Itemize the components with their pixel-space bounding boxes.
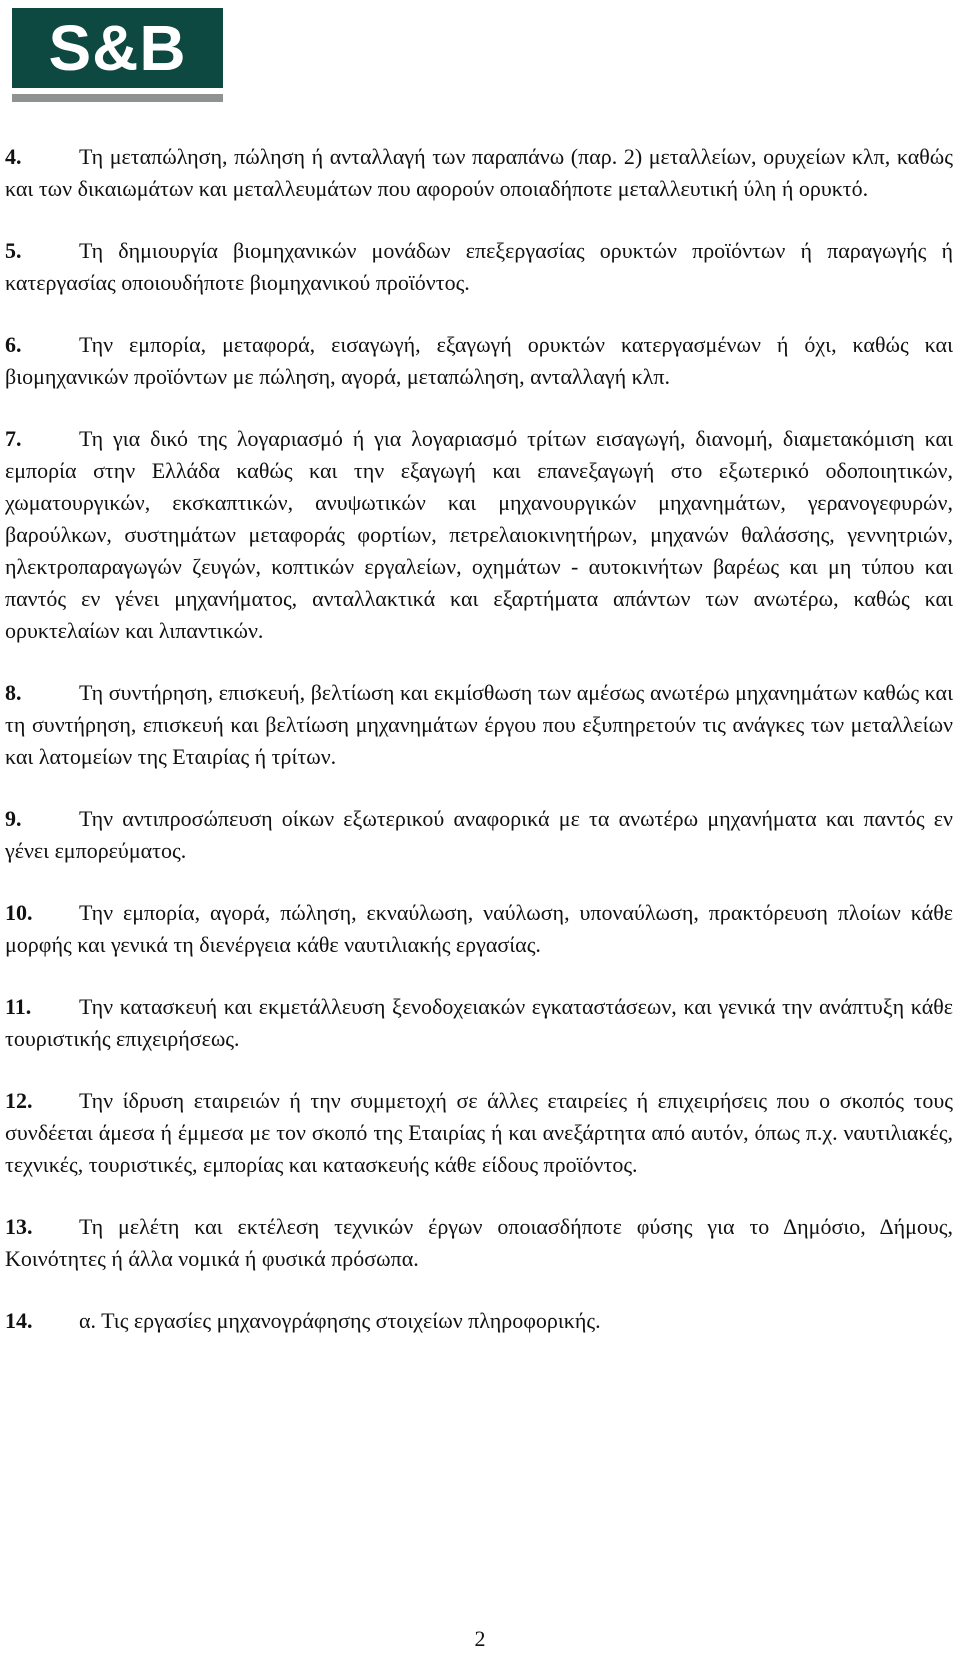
page-number: 2 — [474, 1626, 486, 1651]
document-body — [5, 141, 953, 1367]
logo-text: S&B — [48, 12, 187, 84]
item-number: 7. — [5, 426, 22, 451]
item-text: Τη για δικό της λογαριασμό ή για λογαριασμό τρίτων εισαγωγή, διανομή, διαμετακόμιση και εμπορία στην Ελλάδα καθώς και την εξαγωγή και επανεξαγωγή στο εξωτερικό οδοποιητικών, χωματουργικών, εκσκαπτικών, ανυψωτικών και μηχανουργικών μηχανημάτων, γερανογεφυρών, βαρούλκων, συστημάτων μεταφοράς φορτίων, πετρελαιοκινητήρων, μηχανών θαλάσσης, γεννητριών, ηλεκτροπαραγωγών ζευγών, κοπτικών εργαλείων, οχημάτων - αυτοκινήτων βαρέως και μη τύπου και παντός εν γένει μηχανήματος, ανταλλακτικά και εξαρτήματα απάντων των ανωτέρω, καθώς και ορυκτελαίων και λιπαντικών. — [5, 426, 953, 643]
item-text: Τη μεταπώληση, πώληση ή ανταλλαγή των παραπάνω (παρ. 2) μεταλλείων, ορυχείων κλπ, καθώς και των δικαιωμάτων και μεταλλευμάτων που αφορούν οποιαδήποτε μεταλλευτική ύλη ή ορυκτό. — [5, 144, 953, 201]
list-item — [5, 1305, 953, 1337]
list-item — [5, 991, 953, 1055]
item-number: 13. — [5, 1214, 33, 1239]
item-text: α. Τις εργασίες μηχανογράφησης στοιχείων πληροφορικής. — [79, 1308, 601, 1333]
item-number: 12. — [5, 1088, 33, 1113]
list-item — [5, 423, 953, 647]
item-text: Τη μελέτη και εκτέλεση τεχνικών έργων οποιασδήποτε φύσης για το Δημόσιο, Δήμους, Κοινότητες ή άλλα νομικά ή φυσικά πρόσωπα. — [5, 1214, 953, 1271]
list-item — [5, 1211, 953, 1275]
item-number: 9. — [5, 806, 22, 831]
list-item — [5, 803, 953, 867]
item-number: 10. — [5, 900, 33, 925]
logo-underline-bar — [12, 94, 223, 102]
item-text: Την εμπορία, αγορά, πώληση, εκναύλωση, ναύλωση, υποναύλωση, πρακτόρευση πλοίων κάθε μορφής και γενικά τη διενέργεια κάθε ναυτιλιακής εργασίας. — [5, 900, 953, 957]
list-item — [5, 329, 953, 393]
item-number: 8. — [5, 680, 22, 705]
item-number: 4. — [5, 144, 22, 169]
company-logo — [12, 8, 224, 102]
list-item — [5, 235, 953, 299]
item-text: Τη συντήρηση, επισκευή, βελτίωση και εκμίσθωση των αμέσως ανωτέρω μηχανημάτων καθώς και τη συντήρηση, επισκευή και βελτίωση μηχανημάτων έργου που εξυπηρετούν τις ανάγκες των μεταλλείων και λατομείων της Εταιρίας ή τρίτων. — [5, 680, 953, 769]
list-item — [5, 897, 953, 961]
item-text: Την αντιπροσώπευση οίκων εξωτερικού αναφορικά με τα ανωτέρω μηχανήματα και παντός εν γένει εμπορεύματος. — [5, 806, 953, 863]
item-text: Τη δημιουργία βιομηχανικών μονάδων επεξεργασίας ορυκτών προϊόντων ή παραγωγής ή κατεργασίας οποιουδήποτε βιομηχανικού προϊόντος. — [5, 238, 953, 295]
item-number: 11. — [5, 994, 32, 1019]
list-item — [5, 677, 953, 773]
item-number: 6. — [5, 332, 22, 357]
list-item — [5, 141, 953, 205]
item-text: Την ίδρυση εταιρειών ή την συμμετοχή σε άλλες εταιρείες ή επιχειρήσεις που ο σκοπός τους συνδέεται άμεσα ή έμμεσα με τον σκοπό της Εταιρίας ή και ανεξάρτητα από αυτόν, όπως π.χ. ναυτιλιακές, τεχνικές, τουριστικές, εμπορίας και κατασκευής κάθε είδους προϊόντος. — [5, 1088, 953, 1177]
item-number: 5. — [5, 238, 22, 263]
list-item — [5, 1085, 953, 1181]
item-text: Την κατασκευή και εκμετάλλευση ξενοδοχειακών εγκαταστάσεων, και γενικά την ανάπτυξη κάθε τουριστικής επιχειρήσεως. — [5, 994, 953, 1051]
item-text: Την εμπορία, μεταφορά, εισαγωγή, εξαγωγή ορυκτών κατεργασμένων ή όχι, καθώς και βιομηχανικών προϊόντων με πώληση, αγορά, μεταπώληση, ανταλλαγή κλπ. — [5, 332, 953, 389]
item-number: 14. — [5, 1308, 33, 1333]
logo-box — [12, 8, 223, 88]
